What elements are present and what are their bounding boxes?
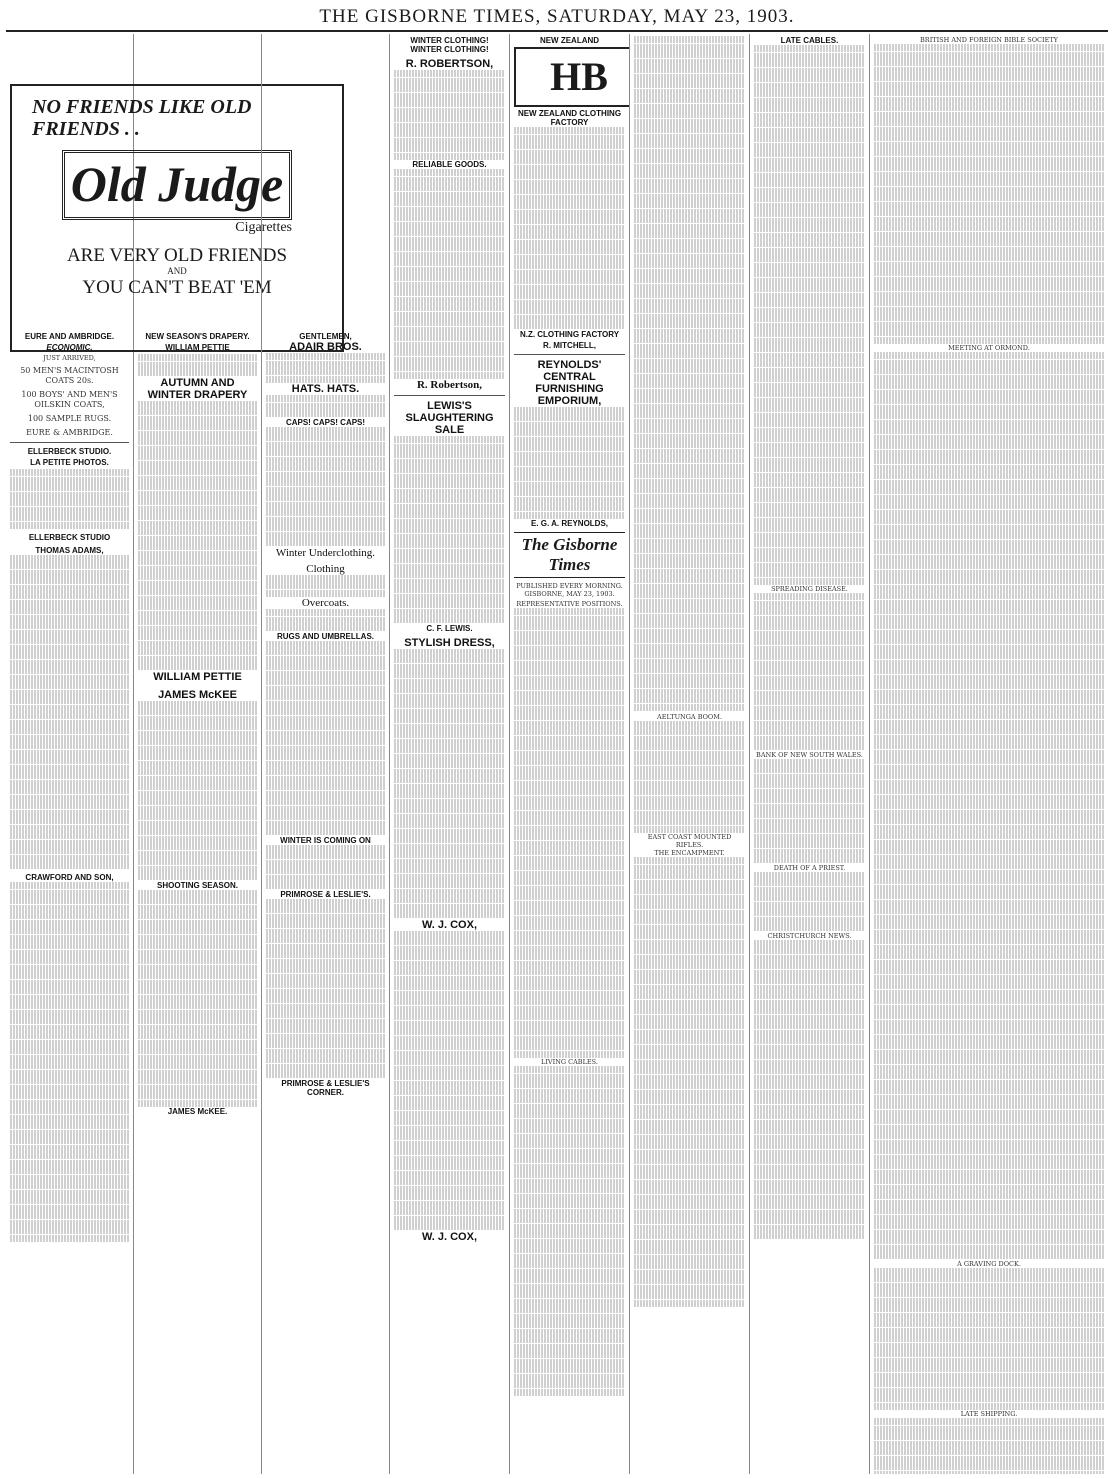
column-g (750, 34, 870, 1474)
old-judge-logo: Old Judge (62, 150, 292, 220)
old-judge-product: Cigarettes (235, 220, 292, 235)
late-shipping: LATE SHIPPING. (960, 1410, 1018, 1418)
old-judge-and: AND (167, 266, 187, 276)
masthead-rule (6, 30, 1108, 32)
winter-coming: WINTER IS COMING ON (280, 835, 371, 845)
w-j-cox: W. J. COX, (421, 918, 477, 931)
ellerbeck-text (10, 469, 129, 529)
column-h (870, 34, 1108, 1474)
column-c (262, 34, 390, 1474)
newspaper-page (6, 34, 1108, 1474)
death-priest: DEATH OF A PRIEST. (773, 863, 846, 872)
old-judge-line1: ARE VERY OLD FRIENDS (66, 245, 288, 266)
eure-item-2: 100 BOYS' AND MEN'S OILSKIN COATS, (21, 390, 118, 409)
christchurch-news: CHRISTCHURCH NEWS. (767, 931, 852, 940)
encampment: THE ENCAMPMENT. (654, 849, 725, 857)
bible-society: BRITISH AND FOREIGN BIBLE SOCIETY (920, 36, 1058, 44)
nz-clothing-factory: N.Z. CLOTHING FACTORY (519, 329, 620, 339)
r-mitchell: R. MITCHELL, (543, 340, 596, 350)
hb-top: NEW ZEALAND (539, 36, 600, 45)
eure-item-4: EURE & AMBRIDGE. (26, 428, 113, 437)
autumn-winter-drapery: AUTUMN AND WINTER DRAPERY (147, 376, 248, 401)
caps: CAPS! CAPS! CAPS! (285, 417, 366, 427)
column-d (390, 34, 510, 1474)
eure-sub: ECONOMIC. (46, 343, 93, 352)
lewis-sale: LEWIS'S SLAUGHTERING SALE (405, 400, 494, 436)
hats-hats: HATS. HATS. (291, 383, 360, 395)
old-judge-top: NO FRIENDS LIKE OLD FRIENDS . . (32, 96, 252, 140)
adams-text (10, 555, 129, 870)
east-coast-rifles: EAST COAST MOUNTED RIFLES. (647, 833, 732, 849)
ellerbeck-studio: ELLERBECK STUDIO. (27, 447, 112, 456)
column-f (630, 34, 750, 1474)
thomas-adams: THOMAS ADAMS, (35, 545, 104, 555)
eure-item-1: 50 MEN'S MACINTOSH COATS 20s. (20, 366, 119, 385)
aeltunga-boom: AELTUNGA BOOM. (657, 712, 722, 721)
masthead: THE GISBORNE TIMES, SATURDAY, MAY 23, 1903. (319, 6, 795, 27)
james-mckee: JAMES McKEE (158, 688, 237, 701)
gisborne-times-nameplate: The Gisborne Times (514, 532, 625, 578)
late-cables: LATE CABLES. (780, 36, 839, 45)
ellerbeck-studio-2: ELLERBECK STUDIO (28, 532, 111, 542)
r-robertson-2: R. Robertson, (416, 379, 483, 391)
new-seasons-drapery: NEW SEASON'S DRAPERY. (145, 332, 250, 341)
overcoats: Overcoats. (301, 597, 350, 609)
la-petite-photos: LA PETITE PHOTOS. (30, 458, 109, 467)
living-cables: LIVING CABLES. (541, 1058, 598, 1066)
crawford-and-son: CRAWFORD AND SON, (25, 873, 114, 882)
hb-sub: NEW ZEALAND CLOTHING FACTORY (517, 109, 622, 127)
published: PUBLISHED EVERY MORNING. (516, 582, 623, 590)
william-pettie-2: WILLIAM PETTIE (153, 670, 242, 683)
eure-item-3: 100 SAMPLE RUGS. (27, 414, 112, 423)
primrose-leslie-corner: PRIMROSE & LESLIE'S CORNER. (281, 1078, 370, 1097)
james-mckee-2: JAMES McKEE. (167, 1107, 228, 1116)
spreading-disease: SPREADING DISEASE. (771, 585, 848, 593)
primrose-leslie: PRIMROSE & LESLIE'S. (280, 889, 371, 899)
eure-title: EURE AND AMBRIDGE. (24, 332, 115, 341)
eure-arrived: JUST ARRIVED, (43, 354, 96, 362)
meeting-ormond: MEETING AT ORMOND. (948, 344, 1030, 352)
clothing: Clothing (306, 562, 345, 575)
bank-nsw: BANK OF NEW SOUTH WALES. (756, 750, 863, 759)
winter-underclothing: Winter Underclothing. (275, 546, 376, 559)
c-f-lewis: C. F. LEWIS. (426, 623, 473, 633)
rugs-umbrellas: RUGS AND UMBRELLAS. (276, 631, 375, 641)
column-b (134, 34, 262, 1474)
graving-dock: A GRAVING DOCK. (957, 1259, 1021, 1268)
article-representative: REPRESENTATIVE POSITIONS. (516, 600, 623, 608)
hb-logo: HB (514, 47, 630, 107)
reynolds-emporium: REYNOLDS' CENTRAL FURNISHING EMPORIUM, (535, 358, 604, 407)
crawford-text (10, 882, 129, 1242)
reliable-goods: RELIABLE GOODS. (412, 160, 487, 169)
issue-date: GISBORNE, MAY 23, 1903. (524, 590, 615, 598)
stylish-dress: STYLISH DRESS, (404, 636, 495, 649)
old-judge-line2: YOU CAN'T BEAT 'EM (82, 277, 272, 298)
w-j-cox-2: W. J. COX, (421, 1230, 477, 1243)
adair-bros: ADAIR BROS. (289, 341, 362, 353)
gentlemen: GENTLEMEN, (299, 332, 352, 341)
column-e (510, 34, 630, 1474)
e-g-a-reynolds: E. G. A. REYNOLDS, (530, 519, 609, 528)
shooting-season: SHOOTING SEASON. (157, 880, 238, 890)
winter-clothing: WINTER CLOTHING! WINTER CLOTHING! (410, 36, 489, 54)
william-pettie: WILLIAM PETTIE (165, 343, 230, 352)
r-robertson: R. ROBERTSON, (405, 58, 494, 70)
